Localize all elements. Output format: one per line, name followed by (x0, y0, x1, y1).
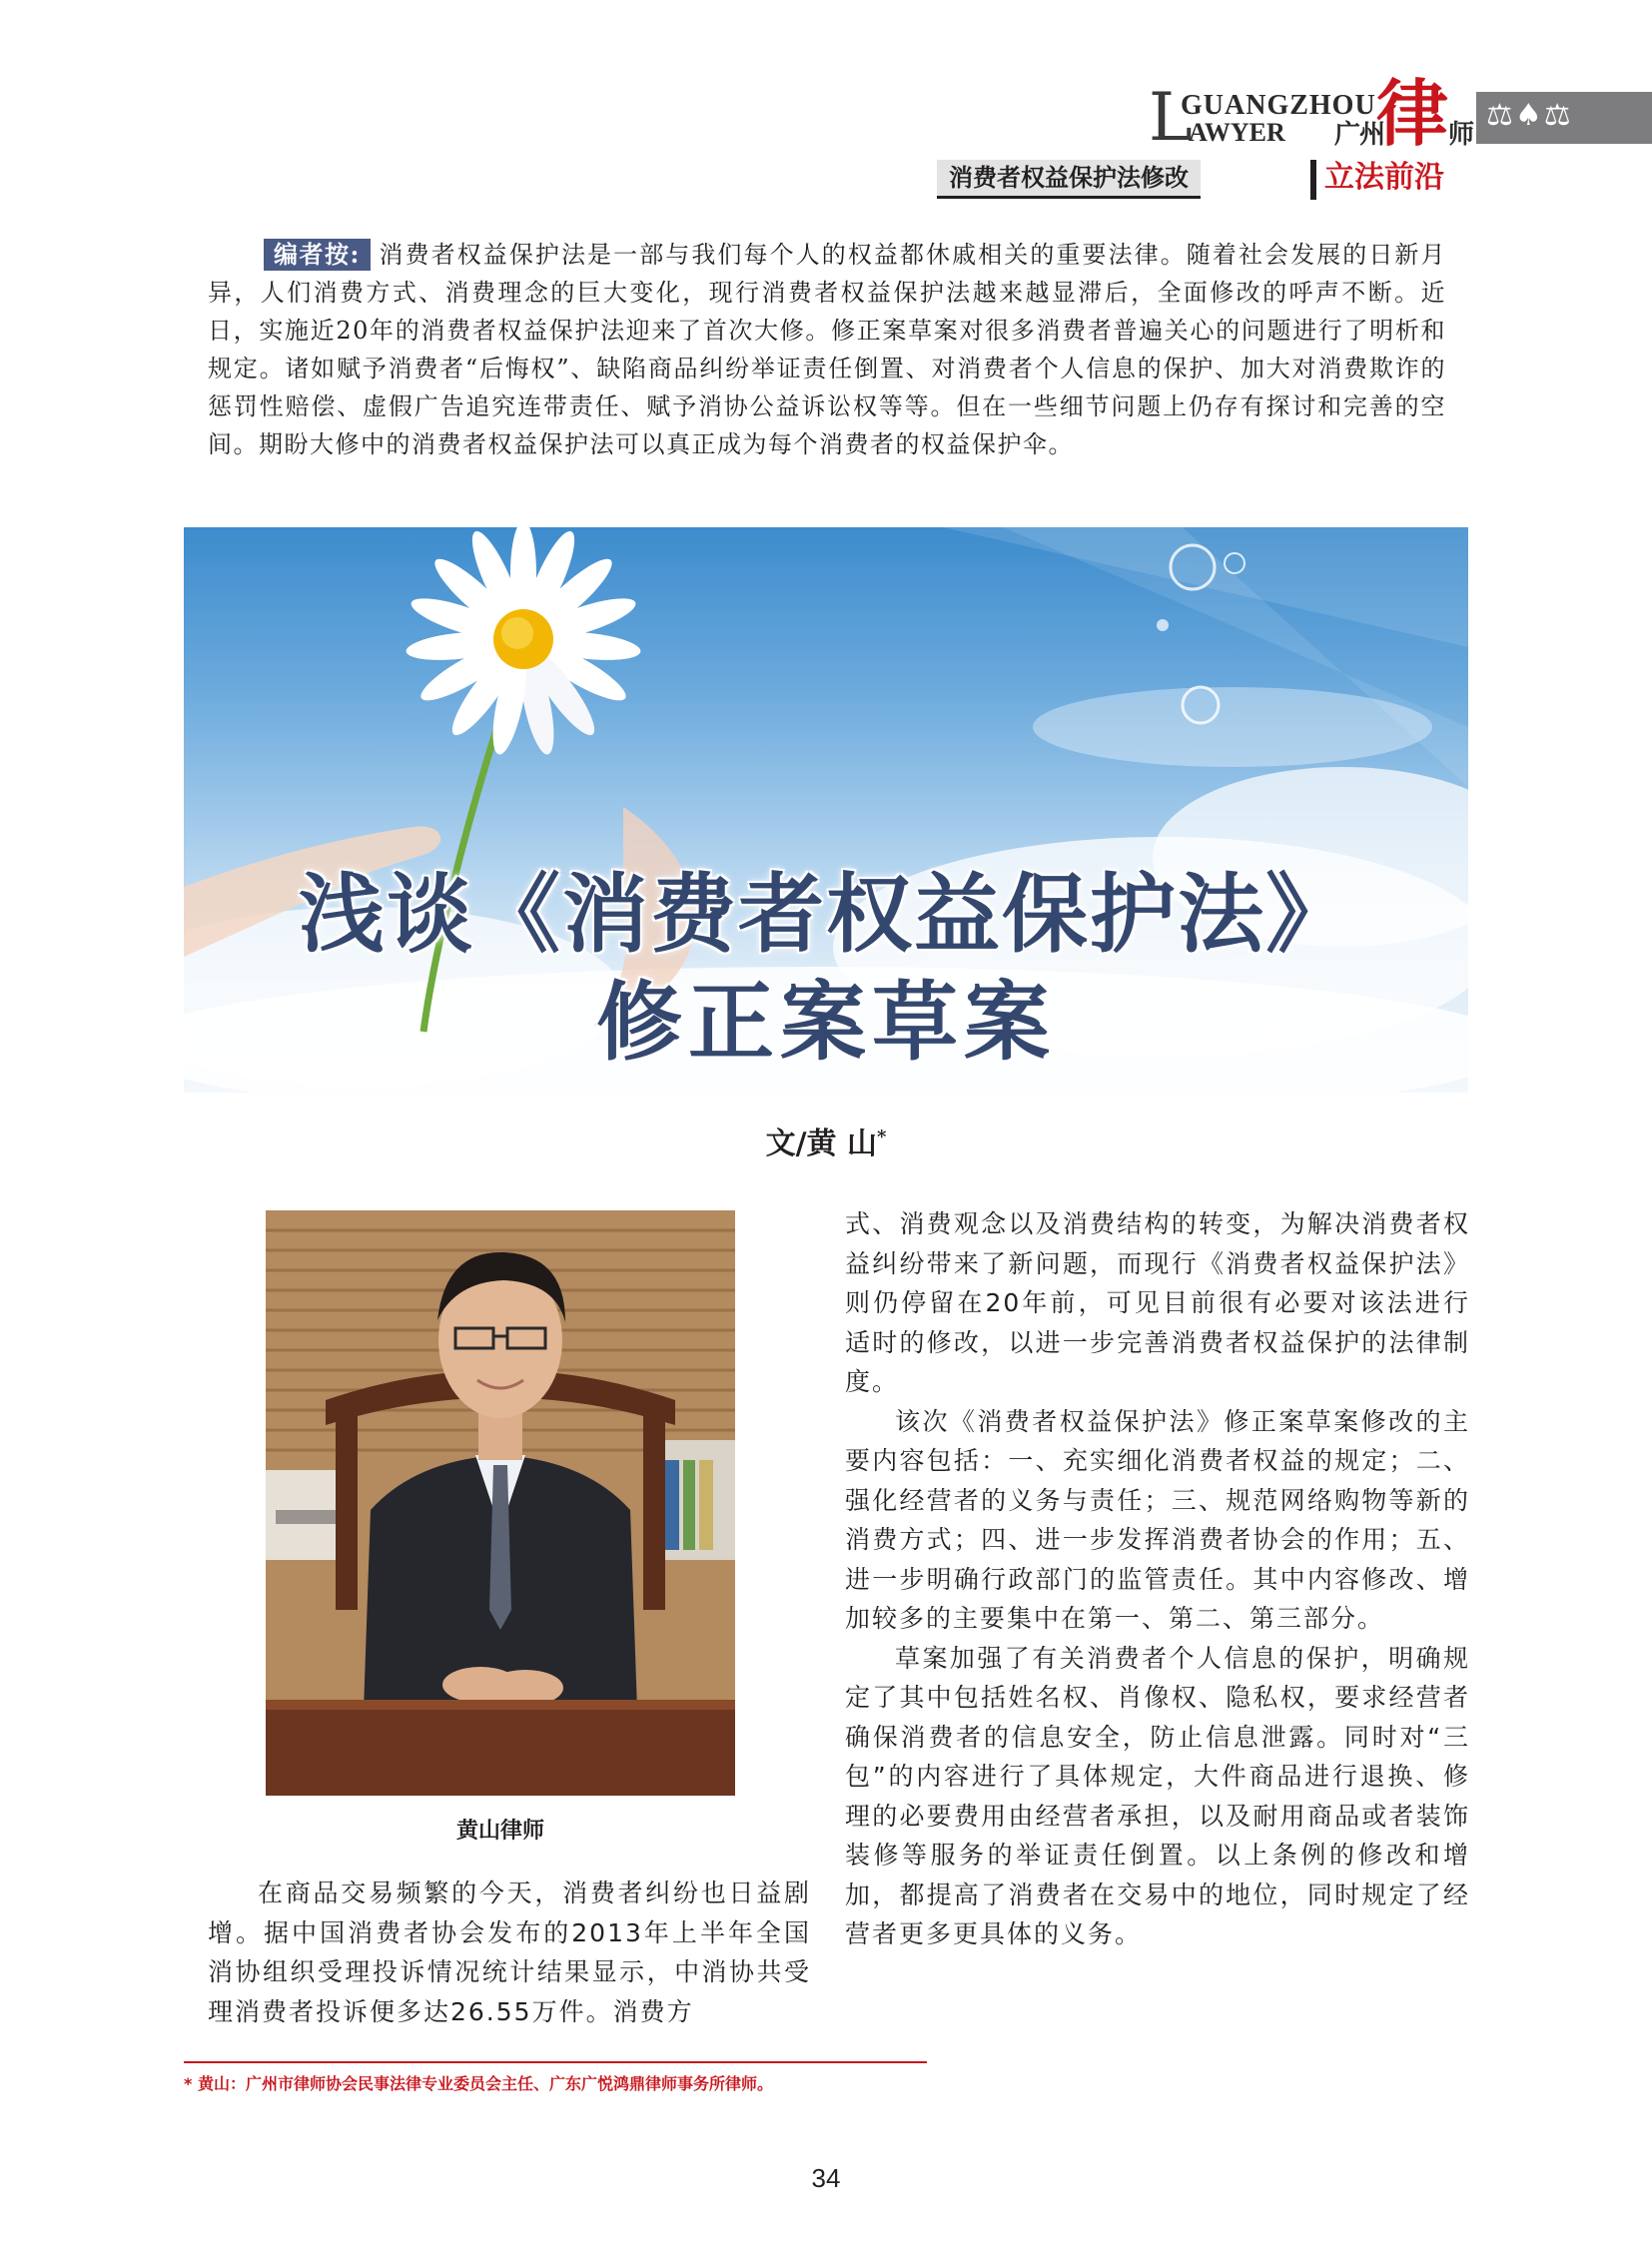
magazine-masthead (1149, 71, 1652, 156)
body-column-left (208, 1874, 811, 2031)
photo-caption: 黄山律师 (455, 1819, 544, 1844)
editor-note (208, 236, 1446, 463)
section-column-name: 立法前沿 (1324, 160, 1444, 195)
editor-note-label: 编者按: (264, 239, 371, 271)
logo-cn-lv: 律 (1376, 71, 1449, 156)
logo-cn-shi: 师 (1448, 120, 1475, 150)
magazine-logo (1149, 71, 1475, 156)
article-byline (0, 1119, 1652, 1162)
section-topic: 消费者权益保护法修改 (937, 160, 1201, 199)
footnote-rule (184, 2061, 927, 2063)
article-title-line-1: 浅谈《消费者权益保护法》 (299, 865, 1353, 965)
hero-banner (184, 527, 1468, 1093)
paragraph: 在商品交易频繁的今天，消费者纠纷也日益剧增。据中国消费者协会发布的2013年上半年全国消协组织受理投诉情况统计结果显示，中消协共受理消费者投诉便多达26.55万件。消费方 (208, 1879, 811, 2026)
page-number: 34 (811, 2163, 841, 2193)
byline-text: 文/黄 山 (765, 1127, 877, 1161)
masthead-bar (1476, 92, 1652, 144)
logo-line-1: GUANGZHOU (1181, 90, 1376, 121)
section-separator (1310, 160, 1316, 200)
logo-letter: L (1149, 79, 1193, 156)
paragraph: 草案加强了有关消费者个人信息的保护，明确规定了其中包括姓名权、肖像权、隐私权，要求经营者确保消费者的信息安全，防止信息泄露。同时对“三包”的内容进行了具体规定，大件商品进行退换、修理的必要费用由经营者承担，以及耐用商品或者装饰装修等服务的举证责任倒置。以上条例的修改和增加，都提高了消费者在交易中的地位，同时规定了经营者更多更具体的义务。 (845, 1643, 1470, 1948)
paragraph: 该次《消费者权益保护法》修正案草案修改的主要内容包括：一、充实细化消费者权益的规定；二、强化经营者的义务与责任；三、规范网络购物等新的消费方式；四、进一步发挥消费者协会的作用；五、进一步明确行政部门的监管责任。其中内容修改、增加较多的主要集中在第一、第二、第三部分。 (845, 1406, 1470, 1633)
editor-note-text: 消费者权益保护法是一部与我们每个人的权益都休戚相关的重要法律。随着社会发展的日新月异，人们消费方式、消费理念的巨大变化，现行消费者权益保护法越来越显滞后，全面修改的呼声不断。近日，实施近20年的消费者权益保护法迎来了首次大修。修正案草案对很多消费者普遍关心的问题进行了明析和规定。诸如赋予消费者“后悔权”、缺陷商品纠纷举证责任倒置、对消费者个人信息的保护、加大对消费欺诈的惩罚性赔偿、虚假广告追究连带责任、赋予消协公益诉讼权等等。但在一些细节问题上仍存有探讨和完善的空间。期盼大修中的消费者权益保护法可以真正成为每个消费者的权益保护伞。 (208, 241, 1446, 458)
body-column-right (845, 1204, 1470, 1954)
logo-cn-city: 广州 (1334, 120, 1385, 150)
author-footnote: * 黄山：广州市律师协会民事法律专业委员会主任、广东广悦鸿鼎律师事务所律师。 (184, 2074, 773, 2093)
author-photo (266, 1210, 735, 1796)
author-portrait-image (266, 1210, 735, 1796)
byline-footnote-mark: * (876, 1127, 887, 1147)
logo-line-2: AWYER (1189, 118, 1285, 147)
article-title-line-2: 修正案草案 (596, 973, 1056, 1073)
paragraph: 式、消费观念以及消费结构的转变，为解决消费者权益纠纷带来了新问题，而现行《消费者权益保护法》则仍停留在20年前，可见目前很有必要对该法进行适时的修改，以进一步完善消费者权益保护的法律制度。 (845, 1209, 1470, 1396)
scales-icon: ⚖♠⚖ (1486, 98, 1573, 133)
